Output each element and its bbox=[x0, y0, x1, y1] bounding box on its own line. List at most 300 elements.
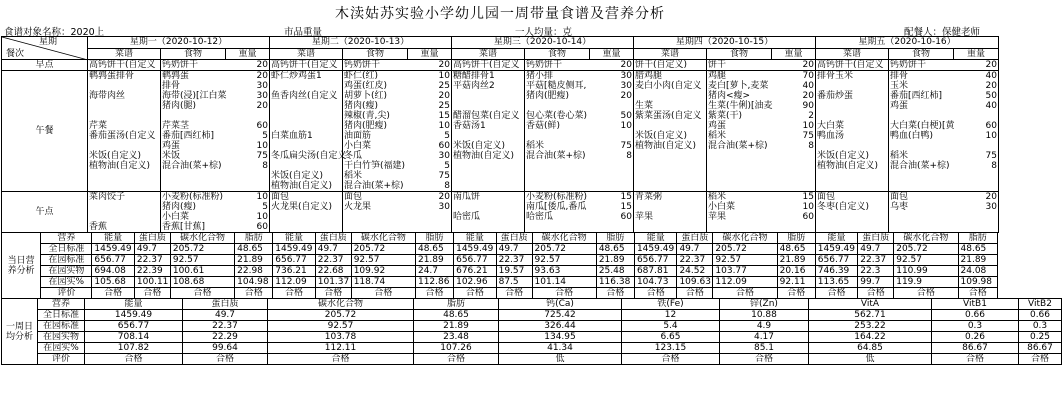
weekly-value: 合格 bbox=[414, 354, 499, 365]
weekly-nutrient-head: 蛋白质 bbox=[183, 299, 268, 310]
food-line bbox=[162, 222, 268, 232]
daily-value: 100.61 bbox=[170, 266, 234, 277]
food-weight: 40 bbox=[802, 81, 814, 91]
daily-value: 21.89 bbox=[777, 255, 815, 266]
daily-value: 92.57 bbox=[713, 255, 777, 266]
daily-value: 101.14 bbox=[532, 277, 596, 288]
daily-value: 1459.49 bbox=[92, 244, 134, 255]
weekly-value: 合格 bbox=[622, 354, 720, 365]
food-weight: 8 bbox=[991, 161, 997, 171]
column-header: 菜谱 bbox=[816, 48, 889, 60]
weekly-row bbox=[2, 343, 1062, 354]
daily-value: 112.09 bbox=[713, 277, 777, 288]
daily-value: 103.77 bbox=[713, 266, 777, 277]
food-weight: 60 bbox=[256, 121, 268, 131]
weekly-value: 48.65 bbox=[414, 310, 499, 321]
dish-name bbox=[453, 101, 523, 111]
meal-row-snack bbox=[2, 192, 999, 233]
weekly-value: 22.37 bbox=[183, 321, 268, 332]
meal-label: 早点 bbox=[2, 60, 88, 71]
food-weight: 20 bbox=[256, 71, 268, 81]
food-name: 米饭 bbox=[162, 151, 181, 161]
food-cell bbox=[889, 60, 999, 71]
dish-name: 米饭(自定义) bbox=[635, 131, 688, 141]
daily-row bbox=[2, 266, 998, 277]
weekly-value: 合格 bbox=[932, 354, 1019, 365]
dish-name: 高钙饼干(自定义 bbox=[89, 60, 156, 70]
food-line bbox=[162, 141, 268, 151]
daily-value: 205.72 bbox=[532, 244, 596, 255]
food-weight: 8 bbox=[808, 141, 814, 151]
food-name: 钙奶饼干 bbox=[344, 60, 381, 70]
food-weight: 5 bbox=[262, 131, 268, 141]
daily-value: 合格 bbox=[894, 288, 958, 299]
food-name: 鸡腿 bbox=[708, 71, 727, 81]
food-line bbox=[162, 121, 268, 131]
weekly-row bbox=[2, 299, 1062, 310]
dish-name: 大白菜 bbox=[817, 121, 845, 131]
food-name: 鸡蛋 bbox=[708, 121, 727, 131]
weekly-value: 合格 bbox=[720, 354, 809, 365]
meal-row-breakfast bbox=[2, 60, 999, 71]
column-header: 食物 bbox=[343, 48, 408, 60]
food-weight: 10 bbox=[438, 71, 450, 81]
dish-cell bbox=[270, 71, 347, 192]
food-name: 稻米 bbox=[890, 151, 909, 161]
daily-value: 694.08 bbox=[92, 266, 134, 277]
food-cell bbox=[343, 192, 452, 233]
dish-name: 鹌鹑蛋排骨 bbox=[89, 71, 135, 81]
weekly-value: 49.7 bbox=[183, 310, 268, 321]
weekly-nutrient-head: VitB1 bbox=[932, 299, 1019, 310]
food-line bbox=[526, 131, 632, 141]
daily-value: 22.3 bbox=[858, 266, 894, 277]
dish-name: 番茄炒蛋 bbox=[817, 91, 854, 101]
dish-name: 面包 bbox=[271, 192, 290, 202]
daily-nutrient-head: 脂肪 bbox=[596, 233, 634, 244]
food-name: 排骨 bbox=[890, 71, 909, 81]
dish-name: 高钙饼干(自定义 bbox=[453, 60, 520, 70]
food-weight: 90 bbox=[802, 101, 814, 111]
dish-name bbox=[817, 141, 887, 151]
food-line bbox=[526, 91, 632, 101]
daily-value: 合格 bbox=[273, 288, 315, 299]
dish-name bbox=[453, 91, 523, 101]
weekly-value: 5.4 bbox=[622, 321, 720, 332]
dish-cell bbox=[816, 60, 889, 71]
weekly-value: 725.42 bbox=[499, 310, 622, 321]
food-name: 苹果 bbox=[708, 212, 727, 222]
food-line bbox=[890, 151, 997, 161]
weekly-value: 0.66 bbox=[932, 310, 1019, 321]
daily-nutrient-head: 脂肪 bbox=[235, 233, 273, 244]
food-line bbox=[890, 161, 997, 171]
daily-value: 22.37 bbox=[496, 255, 532, 266]
dish-name: 醋溜包菜(自定义 bbox=[453, 111, 520, 121]
food-line bbox=[708, 81, 814, 91]
food-name: 冬瓜 bbox=[344, 151, 363, 161]
food-line bbox=[162, 81, 268, 91]
food-line bbox=[526, 81, 632, 91]
food-name: 猪肉(腿) bbox=[162, 101, 197, 111]
day-header: 星期二（2020-10-13） bbox=[270, 37, 452, 49]
food-name: 钙奶饼干 bbox=[526, 60, 563, 70]
food-weight: 20 bbox=[438, 192, 450, 202]
dish-cell bbox=[452, 71, 525, 192]
dish-name: 饼干(自定义) bbox=[635, 60, 688, 70]
daily-nutrient-head: 蛋白质 bbox=[858, 233, 894, 244]
food-weight: 10 bbox=[620, 121, 632, 131]
food-line bbox=[344, 171, 450, 181]
weekly-analysis-table bbox=[1, 298, 1062, 365]
header-row-days bbox=[2, 37, 999, 49]
weekly-row-label: 全日标准 bbox=[38, 310, 85, 321]
daily-value: 合格 bbox=[170, 288, 234, 299]
dish-name: 植物油(自定义) bbox=[271, 181, 333, 191]
daily-value: 49.7 bbox=[496, 244, 532, 255]
food-weight: 20 bbox=[985, 60, 997, 70]
food-weight: 75 bbox=[620, 141, 632, 151]
daily-value: 49.7 bbox=[677, 244, 713, 255]
food-weight: 20 bbox=[985, 192, 997, 202]
food-weight: 60 bbox=[256, 222, 268, 232]
dish-name bbox=[453, 131, 523, 141]
daily-value: 合格 bbox=[134, 288, 170, 299]
food-line bbox=[708, 91, 814, 101]
weekly-value: 0.26 bbox=[932, 332, 1019, 343]
dish-name bbox=[453, 202, 523, 212]
food-line bbox=[526, 121, 632, 131]
food-weight: 30 bbox=[256, 91, 268, 101]
dish-name: 鸭血汤 bbox=[817, 131, 845, 141]
daily-value: 48.65 bbox=[777, 244, 815, 255]
daily-value: 49.7 bbox=[315, 244, 351, 255]
weekly-row bbox=[2, 310, 1062, 321]
weekly-value: 205.72 bbox=[268, 310, 414, 321]
dietitian-label: 配餐人：保健老师 bbox=[904, 27, 981, 38]
food-line bbox=[162, 71, 268, 81]
header-row-columns bbox=[2, 48, 999, 60]
dish-name bbox=[271, 101, 341, 111]
food-line bbox=[890, 71, 997, 81]
weekly-value: 41.34 bbox=[499, 343, 622, 354]
daily-row bbox=[2, 288, 998, 299]
food-weight: 5 bbox=[444, 161, 450, 171]
food-line bbox=[708, 101, 814, 111]
food-name: 平菇[糙皮侧耳, bbox=[526, 81, 587, 91]
daily-value: 合格 bbox=[634, 288, 676, 299]
daily-value: 205.72 bbox=[351, 244, 415, 255]
food-line bbox=[162, 192, 268, 202]
daily-value: 22.37 bbox=[134, 255, 170, 266]
dish-name: 紫菜蛋汤(自定义 bbox=[635, 111, 702, 121]
daily-nutrient-head: 能量 bbox=[454, 233, 496, 244]
dish-name: 植物油(自定义) bbox=[817, 161, 879, 171]
daily-row bbox=[2, 255, 998, 266]
dish-name: 糖醋排骨1 bbox=[453, 71, 495, 81]
food-weight: 15 bbox=[438, 111, 450, 121]
meal-row-lunch bbox=[2, 71, 999, 192]
food-name: 火龙果 bbox=[344, 202, 372, 212]
food-weight: 75 bbox=[438, 171, 450, 181]
food-cell bbox=[707, 71, 816, 192]
meal-label: 午餐 bbox=[2, 71, 88, 192]
food-weight: 10 bbox=[985, 131, 997, 141]
daily-value: 合格 bbox=[415, 288, 453, 299]
daily-nutrient-head: 能量 bbox=[92, 233, 134, 244]
food-weight: 60 bbox=[985, 121, 997, 131]
weekly-nutrient-head: 钙(Ca) bbox=[499, 299, 622, 310]
daily-value: 21.89 bbox=[596, 255, 634, 266]
daily-value: 109.63 bbox=[677, 277, 713, 288]
food-name: 混合油(菜+棕) bbox=[890, 161, 950, 171]
daily-nutrient-head: 脂肪 bbox=[958, 233, 997, 244]
weekly-value: 22.29 bbox=[183, 332, 268, 343]
food-weight: 75 bbox=[985, 151, 997, 161]
weekly-row-label: 在园实物 bbox=[38, 332, 85, 343]
food-weight: 60 bbox=[438, 141, 450, 151]
weekly-value: 合格 bbox=[85, 354, 183, 365]
dish-name: 生菜 bbox=[635, 101, 654, 111]
food-name: 稻米 bbox=[708, 131, 727, 141]
dish-name bbox=[89, 81, 159, 91]
food-weight: 8 bbox=[444, 181, 450, 191]
daily-label: 当日营养分析 bbox=[2, 233, 41, 299]
food-name: 小白菜 bbox=[708, 202, 736, 212]
food-weight: 20 bbox=[620, 91, 632, 101]
daily-value: 合格 bbox=[235, 288, 273, 299]
day-header: 星期五（2020-10-16） bbox=[816, 37, 999, 49]
dish-name: 植物油(自定义) bbox=[635, 141, 697, 151]
dish-name: 苹果 bbox=[635, 212, 654, 222]
food-line bbox=[890, 91, 997, 101]
weekly-value: 1459.49 bbox=[85, 310, 183, 321]
dish-cell bbox=[634, 71, 707, 192]
daily-value: 20.16 bbox=[777, 266, 815, 277]
food-name: 香菇(鲜) bbox=[526, 121, 561, 131]
food-weight: 60 bbox=[620, 212, 632, 222]
weekly-value: 0.25 bbox=[1019, 332, 1062, 343]
food-line bbox=[526, 111, 632, 121]
daily-nutrient-head: 碳水化合物 bbox=[894, 233, 958, 244]
dish-name: 白菜血筋1 bbox=[271, 131, 313, 141]
day-header: 星期四（2020-10-15） bbox=[634, 37, 816, 49]
column-header: 菜谱 bbox=[634, 48, 707, 60]
daily-row bbox=[2, 244, 998, 255]
daily-row-label: 在园实物 bbox=[41, 266, 92, 277]
daily-nutrient-head: 蛋白质 bbox=[315, 233, 351, 244]
food-line bbox=[162, 212, 268, 222]
food-name: 鸭血(白鸭) bbox=[890, 131, 934, 141]
dish-name bbox=[817, 111, 887, 121]
dish-name: 米饭(自定义) bbox=[453, 141, 506, 151]
food-name: 鹌鹑蛋 bbox=[162, 71, 190, 81]
food-line bbox=[162, 91, 268, 101]
daily-value: 合格 bbox=[454, 288, 496, 299]
food-cell bbox=[161, 71, 270, 192]
daily-value: 合格 bbox=[315, 288, 351, 299]
dish-name: 香菇汤1 bbox=[453, 121, 486, 131]
daily-value: 48.65 bbox=[958, 244, 997, 255]
daily-nutrient-head: 能量 bbox=[273, 233, 315, 244]
daily-value: 92.57 bbox=[894, 255, 958, 266]
food-weight: 25 bbox=[438, 101, 450, 111]
food-weight: 30 bbox=[620, 81, 632, 91]
per-person-label: 一人均量：克 bbox=[515, 27, 573, 38]
dish-cell bbox=[88, 192, 161, 233]
weekly-value: 85.1 bbox=[720, 343, 809, 354]
weekly-value: 64.85 bbox=[809, 343, 932, 354]
daily-value: 656.77 bbox=[634, 255, 676, 266]
weekly-value: 6.65 bbox=[622, 332, 720, 343]
dish-name: 米饭(自定义) bbox=[817, 151, 870, 161]
weekly-row bbox=[2, 354, 1062, 365]
food-name: 海带(浸)[江白菜 bbox=[162, 91, 227, 101]
weight-label: 市品重量 bbox=[284, 27, 323, 38]
food-name: 混合油(菜+棕) bbox=[526, 151, 586, 161]
daily-value: 21.89 bbox=[235, 255, 273, 266]
daily-value: 102.96 bbox=[454, 277, 496, 288]
food-line bbox=[344, 111, 450, 121]
daily-row-label: 全日标准 bbox=[41, 244, 92, 255]
page-title: 木渎姑苏实验小学幼儿园一周带量食谱及营养分析 bbox=[335, 6, 665, 22]
weekly-row-label: 在园标准 bbox=[38, 321, 85, 332]
weekly-value: 合格 bbox=[183, 354, 268, 365]
daily-value: 合格 bbox=[713, 288, 777, 299]
food-name: 钙奶饼干 bbox=[890, 60, 927, 70]
food-line bbox=[344, 71, 450, 81]
weekly-nutrient-head: VitB2 bbox=[1019, 299, 1062, 310]
dish-name bbox=[817, 81, 887, 91]
food-line bbox=[890, 60, 997, 70]
weekly-nutrient-head: 碳水化合物 bbox=[268, 299, 414, 310]
daily-value: 746.39 bbox=[815, 266, 857, 277]
dish-name: 植物油(自定义) bbox=[453, 151, 515, 161]
food-name: 饼干 bbox=[708, 60, 727, 70]
food-name: 稻米 bbox=[526, 141, 545, 151]
food-weight: 30 bbox=[256, 81, 268, 91]
food-weight: 70 bbox=[802, 71, 814, 81]
weekly-nutrient-head: 锌(Zn) bbox=[720, 299, 809, 310]
daily-value: 合格 bbox=[958, 288, 997, 299]
dish-name bbox=[635, 91, 705, 101]
daily-value: 合格 bbox=[351, 288, 415, 299]
food-name: 大白菜(白梗)[黄 bbox=[890, 121, 955, 131]
food-line bbox=[708, 60, 814, 70]
weekly-value: 10.88 bbox=[720, 310, 809, 321]
dish-name: 火龙果(自定义) bbox=[271, 202, 333, 212]
weekly-value: 0.3 bbox=[932, 321, 1019, 332]
weekly-value: 86.67 bbox=[1019, 343, 1062, 354]
daily-nutrient-head: 碳水化合物 bbox=[170, 233, 234, 244]
weekly-value: 86.67 bbox=[932, 343, 1019, 354]
weekly-value: 4.9 bbox=[720, 321, 809, 332]
weekly-value: 253.22 bbox=[809, 321, 932, 332]
food-name: 猪肉(瘦) bbox=[344, 101, 379, 111]
corner-top-label: 星期 bbox=[38, 37, 57, 47]
daily-value: 92.57 bbox=[170, 255, 234, 266]
daily-row bbox=[2, 233, 998, 244]
weekly-nutrient-head: 能量 bbox=[85, 299, 183, 310]
daily-value: 205.72 bbox=[894, 244, 958, 255]
food-name: 稻米 bbox=[708, 192, 727, 202]
daily-value: 合格 bbox=[815, 288, 857, 299]
dish-name: 排骨玉米 bbox=[817, 71, 854, 81]
food-weight: 10 bbox=[802, 121, 814, 131]
food-weight: 30 bbox=[438, 151, 450, 161]
food-weight: 20 bbox=[985, 81, 997, 91]
weekly-value: 92.57 bbox=[268, 321, 414, 332]
food-line bbox=[162, 111, 268, 121]
daily-value: 24.52 bbox=[677, 266, 713, 277]
food-name: 猪小排 bbox=[526, 71, 554, 81]
daily-value: 205.72 bbox=[170, 244, 234, 255]
food-name: 猪肉<瘦> bbox=[708, 91, 751, 101]
food-weight: 10 bbox=[256, 192, 268, 202]
food-line bbox=[344, 60, 450, 70]
food-line bbox=[890, 121, 997, 131]
food-weight: 50 bbox=[985, 91, 997, 101]
daily-row bbox=[2, 277, 998, 288]
food-name: 干白竹笋(福建) bbox=[344, 161, 406, 171]
daily-value: 92.11 bbox=[777, 277, 815, 288]
weekly-value: 99.64 bbox=[183, 343, 268, 354]
food-weight: 10 bbox=[802, 202, 814, 212]
dish-name bbox=[89, 212, 159, 222]
dish-name: 冬枣(自定义) bbox=[817, 202, 870, 212]
daily-value: 118.74 bbox=[351, 277, 415, 288]
dish-name: 哈密瓜 bbox=[453, 212, 481, 222]
daily-nutrient-head: 碳水化合物 bbox=[351, 233, 415, 244]
daily-value: 93.63 bbox=[532, 266, 596, 277]
food-name: 猪肉(瘦) bbox=[162, 202, 197, 212]
food-cell bbox=[525, 71, 634, 192]
food-weight: 15 bbox=[802, 192, 814, 202]
daily-value: 112.09 bbox=[273, 277, 315, 288]
food-line bbox=[708, 71, 814, 81]
dish-name: 鱼香肉丝(自定义 bbox=[271, 91, 338, 101]
daily-value: 48.65 bbox=[235, 244, 273, 255]
daily-value: 合格 bbox=[677, 288, 713, 299]
food-weight: 15 bbox=[620, 202, 632, 212]
dish-name bbox=[271, 141, 341, 151]
food-line bbox=[526, 202, 632, 212]
daily-value: 105.68 bbox=[92, 277, 134, 288]
food-name: 乌枣 bbox=[890, 202, 909, 212]
food-line bbox=[162, 131, 268, 141]
day-header: 星期三（2020-10-14） bbox=[452, 37, 634, 49]
food-weight: 30 bbox=[620, 71, 632, 81]
dish-name bbox=[817, 101, 887, 111]
daily-value: 22.39 bbox=[134, 266, 170, 277]
food-line bbox=[526, 212, 632, 222]
weekly-row bbox=[2, 332, 1062, 343]
food-weight: 60 bbox=[802, 212, 814, 222]
daily-value: 1459.49 bbox=[815, 244, 857, 255]
food-weight: 20 bbox=[438, 60, 450, 70]
daily-nutrient-head: 能量 bbox=[634, 233, 676, 244]
dish-name bbox=[271, 111, 341, 121]
dish-name: 南瓜饼 bbox=[453, 192, 481, 202]
daily-nutrient-head: 蛋白质 bbox=[496, 233, 532, 244]
food-line bbox=[708, 111, 814, 121]
food-line bbox=[526, 151, 632, 161]
food-line bbox=[890, 101, 997, 111]
food-name: 辣椒(青,尖) bbox=[344, 111, 390, 121]
daily-value: 22.68 bbox=[315, 266, 351, 277]
dish-name: 香蕉 bbox=[89, 222, 108, 232]
daily-value: 656.77 bbox=[92, 255, 134, 266]
